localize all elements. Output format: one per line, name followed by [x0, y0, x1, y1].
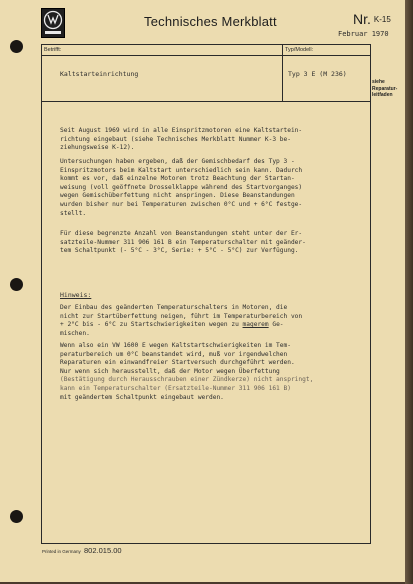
paragraph-2	[60, 158, 365, 218]
text-line: nicht zur Startüberfettung neigen, führt im Temperaturbereich von	[60, 312, 303, 320]
form-code: 802.015.00	[84, 546, 122, 555]
punch-hole-top	[10, 40, 23, 53]
text-line: weisung (voll geöffnete Drosselklappe während des Startvorganges)	[60, 183, 303, 191]
text-line	[60, 321, 365, 330]
text-line: wegen Gemischüberfettung nicht anspringen. Diese Beanstandungen	[60, 192, 295, 200]
text-line: kommt es vor, daß einzelne Motoren trotz Beachtung der Startan-	[60, 175, 295, 183]
text-line: Wenn also ein VW 1600 E wegen Kaltstartschwierigkeiten im Tem-	[60, 342, 291, 349]
side-note-line: leitfaden	[372, 92, 393, 98]
side-note-line: siehe	[372, 79, 385, 85]
header-divider	[41, 55, 370, 56]
text-line: mischen.	[60, 329, 90, 337]
text-line: tem Schaltpunkt (- 5°C - 3°C, Serie: + 5°C - 5°C) zur Verfügung.	[60, 247, 299, 255]
side-note	[372, 79, 397, 99]
text-line: Seit August 1969 wird in alle Einspritzmotoren eine Kaltstartein-	[60, 127, 303, 134]
column-divider	[282, 44, 283, 102]
text-line: richtung eingebaut (siehe Technisches Merkblatt Nummer K-3 be-	[60, 135, 291, 143]
printed-in-note: Printed in Germany	[42, 549, 81, 554]
punch-hole-middle	[10, 278, 23, 291]
vw-logo-icon	[41, 8, 65, 38]
document-date: Februar 1970	[338, 30, 389, 38]
text-line: ziehungsweise K-12).	[60, 144, 135, 152]
paragraph-1	[60, 127, 365, 153]
nr-value: K-15	[373, 15, 391, 24]
text-line: stellt.	[60, 209, 87, 217]
model-value: Typ 3 E (M 236)	[288, 70, 347, 78]
text-line: Für diese begrenzte Anzahl von Beanstandungen steht unter der Er-	[60, 230, 303, 237]
text-line: Untersuchungen haben ergeben, daß der Gemischbedarf des Typ 3 -	[60, 158, 295, 165]
subject-label: Betrifft:	[44, 47, 62, 53]
text-fragment: + 2°C bis - 6°C zu Startschwierigkeiten wegen zu	[60, 321, 239, 329]
text-line: satzteile-Nummer 311 906 161 B ein Temperaturschalter mit geänder-	[60, 238, 306, 246]
side-note-line: Reparatur-	[372, 85, 398, 92]
text-line: kann ein Temperaturschalter (Ersatzteile-Nummer 311 906 161 B)	[60, 384, 291, 392]
text-line: mit geändertem Schaltpunkt eingebaut werden.	[60, 393, 224, 401]
hinweis-heading: Hinweis:	[60, 291, 92, 299]
document-number	[353, 11, 391, 27]
page-edge-shadow	[405, 0, 413, 584]
document-title: Technisches Merkblatt	[144, 14, 277, 29]
text-line: Einspritzmotors beim Kaltstart unterschiedlich sein kann. Dadurch	[60, 166, 303, 174]
header-bottom-divider	[41, 101, 370, 102]
text-line: (Bestätigung durch Herausschrauben einer Zündkerze) nicht anspringt,	[60, 376, 314, 384]
text-line: Reparaturen ein einwandfreier Startversuch durchgeführt werden.	[60, 359, 295, 367]
text-line: peraturbereich um 0°C beanstandet wird, muß vor irgendwelchen	[60, 350, 288, 358]
text-fragment: Ge-	[268, 321, 284, 329]
subject-value: Kaltstarteinrichtung	[60, 70, 139, 78]
paragraph-3	[60, 230, 365, 256]
punch-hole-bottom	[10, 510, 23, 523]
text-line: wurden bisher nur bei Temperaturen zwischen 0°C und + 6°C festge-	[60, 200, 303, 208]
paragraph-4	[60, 304, 365, 338]
paragraph-5	[60, 342, 365, 402]
nr-label: Nr.	[353, 11, 371, 27]
underlined-word: magerem	[242, 321, 269, 329]
text-line: Nur wenn sich herausstellt, daß der Motor wegen Überfettung	[60, 367, 280, 375]
text-line: Der Einbau des geänderten Temperaturschalters in Motoren, die	[60, 304, 288, 311]
model-label: Typ/Modell:	[285, 47, 314, 53]
